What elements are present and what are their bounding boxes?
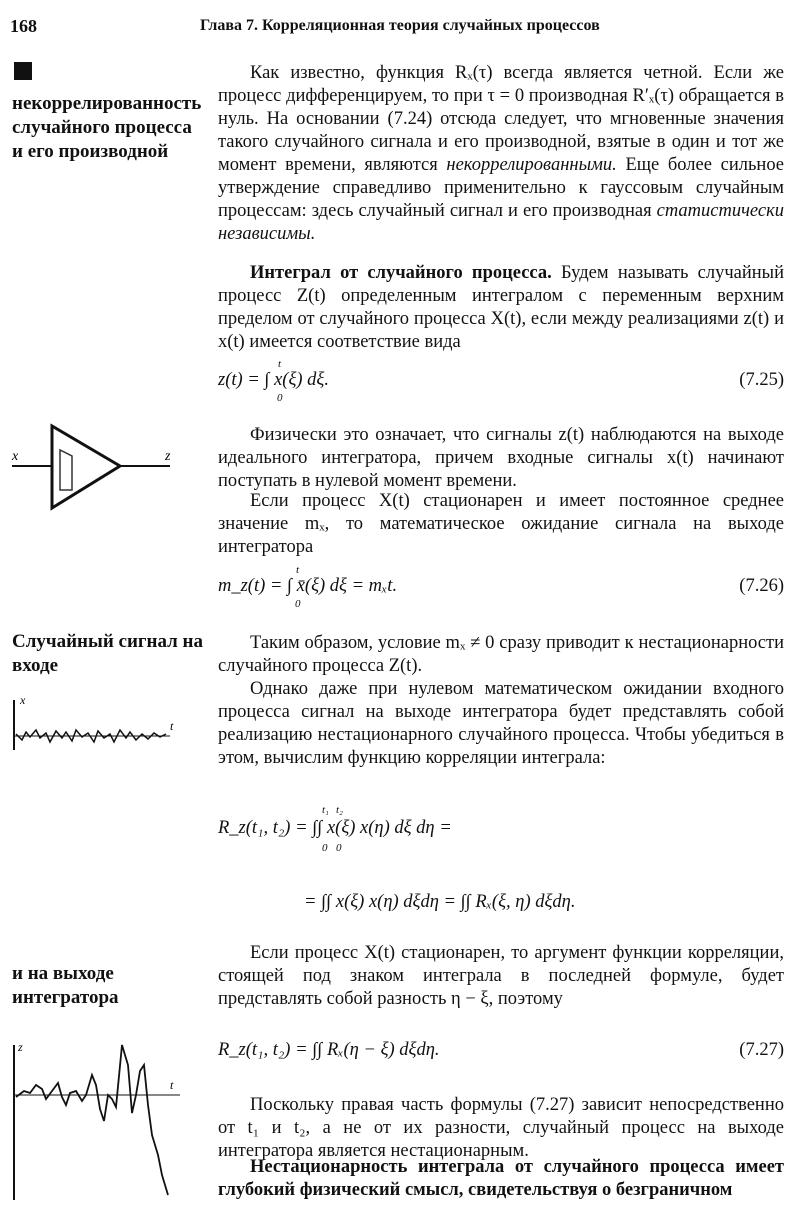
p1-emphasis: некоррелированными. bbox=[446, 155, 617, 175]
paragraph-9 bbox=[218, 1156, 784, 1202]
page-number: 168 bbox=[10, 16, 37, 36]
eq-corr-2-formula: = ∫∫ x(ξ) x(η) dξdη = ∫∫ Rₓ(ξ, η) dξdη. bbox=[304, 892, 576, 912]
eq-7-26-lower-limit: 0 bbox=[295, 598, 301, 610]
output-signal-plot bbox=[10, 1035, 190, 1205]
integrator-diagram bbox=[10, 420, 200, 520]
p5-text: Таким образом, условие mₓ ≠ 0 сразу приводит к нестационарности случайного процесса Z(t). bbox=[218, 633, 784, 676]
equation-7-27 bbox=[218, 1040, 784, 1070]
paragraph-5 bbox=[218, 632, 784, 678]
p6-text: Однако даже при нулевом математическом ожидании входного процесса сигнал на выходе интегратора будет представлять собой реализацию нестационарного случайного процесса. Чтобы убедиться в этом, вычислим функцию корреляции интеграла: bbox=[218, 679, 784, 768]
p1-tail: Еще более сильное утверждение справедливо применительно к гауссовым случайным процессам: здесь случайный сигнал и его производная bbox=[218, 155, 785, 221]
paragraph-8 bbox=[218, 1094, 784, 1163]
eq-corr-1-limit-t2: t₂ bbox=[336, 804, 343, 816]
margin-note-uncorrelated: некоррелированность случайного процесса и его производной bbox=[12, 93, 202, 162]
running-title: Глава 7. Корреляционная теория случайных процессов bbox=[200, 17, 600, 34]
eq-7-26-number: (7.26) bbox=[739, 576, 784, 596]
eq-corr-1-limit-t1: t₁ bbox=[322, 804, 329, 816]
eq-corr-1-formula: R_z(t₁, t₂) = ∫∫ x(ξ) x(η) dξ dη = bbox=[218, 818, 452, 838]
section-marker-square bbox=[14, 62, 32, 80]
p9-text: глубокий физический смысл, свидетельствуя о безграничном bbox=[218, 1180, 733, 1200]
equation-7-25 bbox=[218, 358, 784, 410]
p9-runin: Нестационарность интеграла от случайного процесса имеет bbox=[250, 1157, 784, 1177]
p8-text: Поскольку правая часть формулы (7.27) зависит непосредственно от t₁ и t₂, а не от их разности, случайный процесс на выходе интегратора является нестационарным. bbox=[218, 1095, 784, 1161]
paragraph-3 bbox=[218, 424, 784, 493]
margin-note-output-signal: и на выходе интегратора bbox=[12, 963, 119, 1008]
eq-7-25-lower-limit: 0 bbox=[277, 392, 283, 404]
paragraph-1 bbox=[218, 62, 784, 246]
paragraph-4 bbox=[218, 490, 784, 559]
eq-corr-1-lower-1: 0 bbox=[322, 842, 328, 854]
paragraph-7 bbox=[218, 942, 784, 1011]
input-y-axis-label: x bbox=[20, 693, 26, 707]
equation-correlation-line-2 bbox=[218, 892, 784, 922]
p2-text: Будем называть случайный процесс Z(t) определенным интегралом с переменным верхним пределом от случайного процесса X(t), если между реализациями z(t) и x(t) имеется соответствие вида bbox=[218, 263, 784, 352]
paragraph-6 bbox=[218, 678, 784, 770]
eq-7-27-number: (7.27) bbox=[739, 1040, 784, 1060]
p4-text: Если процесс X(t) стационарен и имеет постоянное среднее значение mₓ, то математическое ожидание сигнала на выходе интегратора bbox=[218, 491, 784, 557]
eq-7-27-formula: R_z(t₁, t₂) = ∫∫ Rₓ(η − ξ) dξdη. bbox=[218, 1040, 440, 1060]
eq-7-26-upper-limit: t bbox=[296, 564, 300, 576]
equation-7-26 bbox=[218, 564, 784, 616]
integrator-output-label: z bbox=[165, 449, 171, 464]
output-y-axis-label: z bbox=[18, 1040, 23, 1054]
eq-7-25-upper-limit: t bbox=[278, 358, 282, 370]
running-header bbox=[10, 16, 790, 40]
p3-text: Физически это означает, что сигналы z(t) наблюдаются на выходе идеального интегратора, причем входные сигналы x(t) начинают поступать в нулевой момент времени. bbox=[218, 425, 784, 491]
input-signal-plot bbox=[10, 690, 190, 780]
eq-7-26-formula: m_z(t) = ∫ x̄(ξ) dξ = mₓt. bbox=[218, 576, 398, 596]
eq-7-25-formula: z(t) = ∫ x(ξ) dξ. bbox=[218, 370, 329, 390]
equation-correlation-line-1 bbox=[218, 804, 784, 854]
runin-integral-heading: Интеграл от случайного процесса. bbox=[250, 263, 552, 283]
output-x-axis-label: t bbox=[170, 1078, 174, 1092]
margin-note-input-signal: Случайный сигнал на входе bbox=[12, 631, 204, 676]
p1-emphasis-2: статистически независимы. bbox=[218, 201, 784, 244]
eq-corr-1-lower-2: 0 bbox=[336, 842, 342, 854]
eq-7-25-number: (7.25) bbox=[739, 370, 784, 390]
p7-text: Если процесс X(t) стационарен, то аргумент функции корреляции, стоящей под знаком интеграла в последней формуле, будет представлять собой разность η − ξ, поэтому bbox=[218, 943, 784, 1009]
paragraph-2 bbox=[218, 262, 784, 354]
p1-text: Как известно, функция Rₓ(τ) всегда является четной. Если же процесс дифференцируем, то при τ = 0 производная R′ₓ(τ) обращается в нуль. На основании (7.24) отсюда следует, что мгновенные значения такого случайного сигнала и его производной, взятые в один и тот же момент времени, являются bbox=[218, 63, 784, 175]
integrator-input-label: x bbox=[12, 449, 19, 464]
input-x-axis-label: t bbox=[170, 719, 174, 733]
